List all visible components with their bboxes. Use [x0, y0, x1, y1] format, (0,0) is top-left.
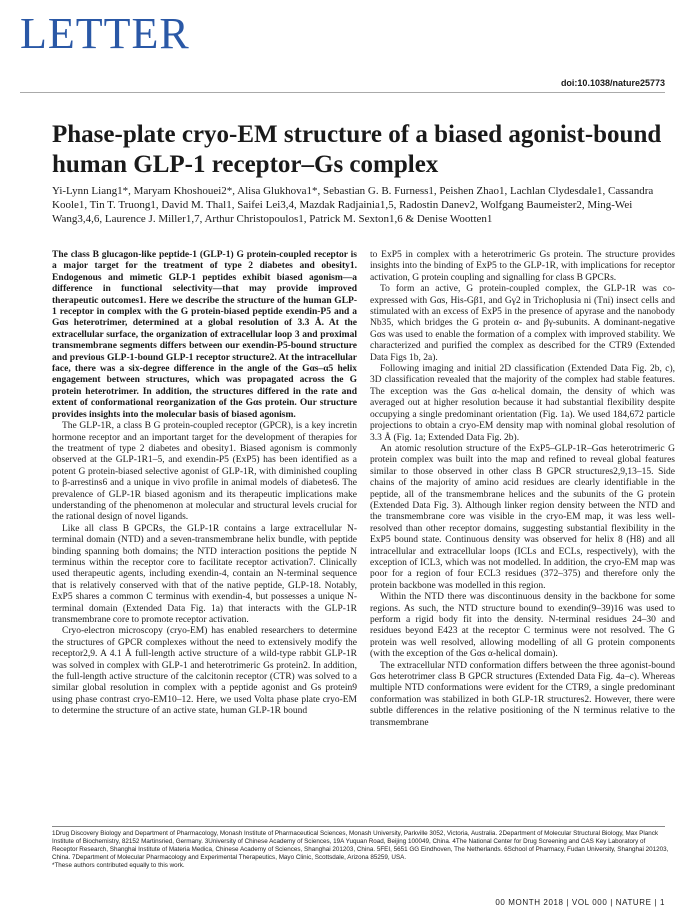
- abstract: The class B glucagon-like peptide-1 (GLP-1) G protein-coupled receptor is a major target for the treatment of type 2 diabetes and obesity1. Endogenous and mimetic GLP-1 peptides exhibit biased agonism—a difference in functional selectivity—that may provide improved therapeutic outcomes1. Here we describe the structure of the human GLP-1 receptor in complex with the G protein-biased peptide exendin-P5 and a Gαs heterotrimer, determined at a global resolution of 3.3 Å. At the extracellular surface, the organization of extracellular loop 3 and proximal transmembrane segments differs between our exendin-P5-bound structure and previous GLP-1-bound GLP-1 receptor structure2. At the intracellular face, there was a six-degree difference in the angle of the Gαs–α5 helix engagement between structures, which was propagated across the G protein heterotrimer. In addition, the structures differed in the rate and extent of conformational reorganization of the Gαs protein. Our structure provides insights into the molecular basis of biased agonism.: [52, 250, 357, 420]
- equal-contribution-note: *These authors contributed equally to this work.: [52, 862, 185, 869]
- doi[interactable]: doi:10.1038/nature25773: [560, 78, 665, 88]
- body-paragraph: An atomic resolution structure of the ExP5–GLP-1R–Gαs heterotrimeric G protein complex was built into the map and refined to reveal global features similar to those observed in other class B GPCR structures2,9,13–15. Side chains of the majority of amino acid residues are clearly identifiable in the peptide, all of the transmembrane helices and the subunits of the G protein (Extended Data Fig. 3). Although linker region density between the NTD and the transmembrane core was visible in the cryo-EM map, it was less well-resolved than other receptor domains, suggesting substantial flexibility in the ExP5 bound state. Continuous density was observed for helix 8 (H8) and all intracellular and extracellular loops (ICLs and ECLs, respectively), with the exception of ICL3, which was not modelled. In addition, the cryo-EM map was poor for a region of four ECL3 residues (372–375) and therefore only the protein backbone was modelled in this region.: [370, 443, 675, 591]
- section-header: LETTER: [20, 9, 190, 58]
- right-column: [370, 250, 675, 729]
- body-paragraph: to ExP5 in complex with a heterotrimeric Gs protein. The structure provides insights into the binding of ExP5 to the GLP-1R, with implications for receptor activation, G protein coupling and signalling for class B GPCRs.: [370, 250, 675, 283]
- body-paragraph: Like all class B GPCRs, the GLP-1R contains a large extracellular N-terminal domain (NTD) and a seven-transmembrane helix bundle, with peptide binding spanning both domains; the NTD interaction positions the peptide N terminus within the receptor core to facilitate receptor activation7. Clinically used therapeutic agents, including exendin-4, contain an N-terminal sequence that is relatively conserved with that of the native peptide, GLP-18. Notably, ExP5 shares a common C terminus with exendin-4, but possesses a unique N-terminal domain (Extended Data Fig. 1a) that interacts with the GLP-1R transmembrane core to promote receptor activation.: [52, 523, 357, 625]
- affiliations: 1Drug Discovery Biology and Department of Pharmacology, Monash Institute of Pharmaceutical Sciences, Monash University, Parkville 3052, Victoria, Australia. 2Department of Molecular Structural Biology, Max Planck Institute of Biochemistry, 82152 Martinsried, Germany. 3University of Chinese Academy of Sciences, 19A Yuquan Road, Beijing 100049, China. 4The National Center for Drug Screening and CAS Key Laboratory of Receptor Research, Shanghai Institute of Materia Medica, Chinese Academy of Sciences, Shanghai 201203, China. 5FEI, 5651 GG Eindhoven, The Netherlands. 6School of Pharmacy, Fudan University, Shanghai 201203, China. 7Department of Molecular Pharmacology and Experimental Therapeutics, Mayo Clinic, Scottsdale, Arizona 85259, USA.: [52, 830, 669, 861]
- body-paragraph: The extracellular NTD conformation differs between the three agonist-bound Gαs heterotrimer class B GPCR structures (Extended Data Fig. 4a–c). Whereas multiple NTD conformations were evident for the CTR9, a single predominant conformation was stabilized in both GLP-1R structures2. However, there were subtle differences in the relative positioning of the N terminus relative to the transmembrane: [370, 660, 675, 728]
- body-paragraph: To form an active, G protein-coupled complex, the GLP-1R was co-expressed with Gαs, His-Gβ1, and Gγ2 in Trichoplusia ni (Tni) insect cells and stimulated with an excess of ExP5 in the presence of apyrase and the nanobody Nb35, which bridges the G protein α- and βγ-subunits. A dominant-negative Gαs was used to enable the formation of a complex with improved stability. We characterized and purified the complex as described for the CTR9 (Extended Data Figs 1b, 2a).: [370, 284, 675, 363]
- article-title: Phase-plate cryo-EM structure of a biased agonist-bound human GLP-1 receptor–Gs complex: [52, 121, 662, 178]
- footnotes: [52, 830, 670, 870]
- body-paragraph: The GLP-1R, a class B G protein-coupled receptor (GPCR), is a key incretin hormone receptor and an important target for the development of therapies for the treatment of type 2 diabetes and obesity1. Biased agonism is commonly observed at the GLP-1R1–5, and exendin-P5 (ExP5) has been identified as a potent G protein-biased selective agonist of GLP-1R, with diminished coupling to β-arrestins6 and a unique in vivo profile in animal models of diabetes6. The prevalence of GLP-1R biased agonism and its therapeutic implications make understanding of the phenomenon at molecular and structural levels crucial for the rational design of novel ligands.: [52, 421, 357, 523]
- footnote-divider: [52, 826, 665, 827]
- header-divider: [20, 92, 665, 93]
- left-column: [52, 250, 357, 718]
- body-paragraph: Within the NTD there was discontinuous density in the backbone for some regions. As such, the NTD structure bound to exendin(9–39)16 was used to perform a rigid body fit into the density. N-terminal residues 24–30 and residues beyond E423 at the receptor C terminus were not resolved. The G protein was well resolved, allowing modelling of all G protein components (with the exception of the Gαs α-helical domain).: [370, 592, 675, 660]
- author-list: Yi-Lynn Liang1*, Maryam Khoshouei2*, Alisa Glukhova1*, Sebastian G. B. Furness1, Peishen Zhao1, Lachlan Clydesdale1, Cassandra Koole1, Tin T. Truong1, David M. Thal1, Saifei Lei3,4, Mazdak Radjainia1,5, Radostin Danev2, Wolfgang Baumeister2, Ming-Wei Wang3,4,6, Laurence J. Miller1,7, Arthur Christopoulos1, Patrick M. Sexton1,6 & Denise Wootten1: [52, 185, 654, 225]
- body-paragraph: Following imaging and initial 2D classification (Extended Data Fig. 2b, c), 3D classification revealed that the majority of the complex had stable features. The exception was the Gαs α-helical domain, the density of which was averaged out at higher resolution because it had substantial flexibility despite occupying a single predominant orientation (Fig. 1a). We used 184,672 particle projections to obtain a cryo-EM density map with nominal global resolution of 3.3 Å (Fig. 1a; Extended Data Fig. 2b).: [370, 364, 675, 443]
- body-paragraph: Cryo-electron microscopy (cryo-EM) has enabled researchers to determine the structures of GPCR complexes without the need to extensively modify the receptor2,9. A 4.1 Å full-length active structure of a wild-type rabbit GLP-1R was solved in complex with GLP-1 and heterotrimeric Gs protein2. In addition, the full-length active structure of the calcitonin receptor (CTR) was solved to a similar global resolution in complex with a peptide agonist and Gs protein9 using phase contrast cryo-EM10–12. Here, we used Volta phase plate cryo-EM to determine the structure of an active state, human GLP-1R bound: [52, 626, 357, 717]
- page-footer: 00 MONTH 2018 | VOL 000 | NATURE | 1: [495, 898, 665, 907]
